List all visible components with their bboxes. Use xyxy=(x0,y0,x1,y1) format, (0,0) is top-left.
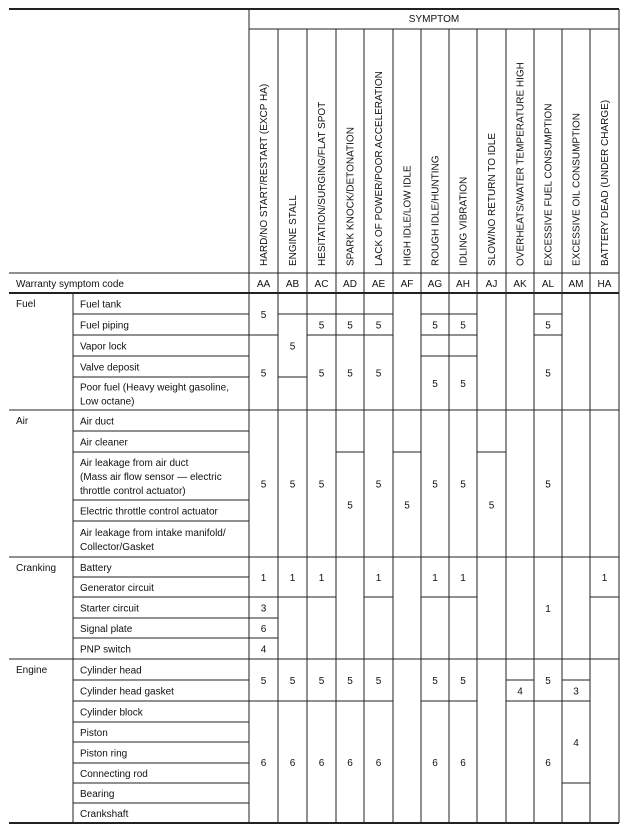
rating-value: 5 xyxy=(375,368,382,380)
rating-value: 4 xyxy=(260,644,267,656)
rating-value: 5 xyxy=(289,341,296,353)
item-label: (Mass air flow sensor — electric xyxy=(80,472,222,483)
group-label: Engine xyxy=(16,665,48,676)
symptom-code: HA xyxy=(597,279,612,290)
item-label: Signal plate xyxy=(80,624,133,635)
symptom-name: IDLING VIBRATION xyxy=(458,176,470,266)
symptom-name: OVERHEATS/WATER TEMPERATURE HIGH xyxy=(515,62,527,266)
item-label: Starter circuit xyxy=(80,603,139,615)
rating-value: 1 xyxy=(545,604,551,615)
symptom-name: BATTERY DEAD (UNDER CHARGE) xyxy=(600,99,611,266)
rating-value: 5 xyxy=(289,479,296,491)
rating-value: 5 xyxy=(260,310,267,321)
item-label: Piston ring xyxy=(80,748,128,760)
item-label: Air cleaner xyxy=(80,437,128,449)
item-label: Battery xyxy=(80,563,112,574)
symptom-code: AK xyxy=(513,279,527,290)
rating-value: 6 xyxy=(289,758,296,769)
rating-value: 1 xyxy=(289,573,296,584)
rating-value: 3 xyxy=(573,686,579,698)
rating-value: 5 xyxy=(289,676,296,687)
rating-value: 5 xyxy=(347,500,353,512)
item-label: Bearing xyxy=(80,789,115,800)
item-label: Piston xyxy=(80,728,108,739)
item-label: Poor fuel (Heavy weight gasoline, xyxy=(80,382,229,394)
symptom-code: AM xyxy=(568,279,584,290)
symptom-name: EXCESSIVE OIL CONSUMPTION xyxy=(571,113,583,266)
rating-value: 1 xyxy=(260,573,267,584)
rating-value: 6 xyxy=(460,758,466,769)
rating-value: 5 xyxy=(347,368,353,380)
rating-value: 5 xyxy=(460,320,466,332)
rating-value: 6 xyxy=(347,758,353,769)
item-label: Generator circuit xyxy=(80,583,154,594)
warranty-code-label: Warranty symptom code xyxy=(16,279,124,290)
table-text xyxy=(16,14,612,820)
rating-value: 5 xyxy=(318,479,325,491)
symptom-name: EXCESSIVE FUEL CONSUMPTION xyxy=(543,103,555,266)
rating-value: 6 xyxy=(545,758,551,769)
item-label: Fuel tank xyxy=(80,299,122,311)
symptom-name: LACK OF POWER/POOR ACCELERATION xyxy=(374,71,385,266)
symptom-header-title: SYMPTOM xyxy=(408,14,460,25)
rating-value: 5 xyxy=(432,379,438,390)
rating-value: 5 xyxy=(318,320,325,332)
symptom-code: AA xyxy=(256,279,271,290)
symptom-code: AB xyxy=(285,279,300,290)
symptom-code: AJ xyxy=(485,279,498,290)
symptom-code: AD xyxy=(343,279,357,290)
rating-value: 5 xyxy=(432,320,438,332)
symptom-code: AC xyxy=(314,279,329,290)
item-label: Low octane) xyxy=(80,396,135,408)
symptom-name: SPARK KNOCK/DETONATION xyxy=(345,127,357,266)
item-label: Cylinder block xyxy=(80,707,143,719)
rating-value: 1 xyxy=(460,573,466,584)
rating-value: 5 xyxy=(375,320,382,332)
rating-value: 5 xyxy=(347,676,353,687)
item-label: Valve deposit xyxy=(80,362,140,374)
item-label: Crankshaft xyxy=(80,809,129,820)
group-label: Air xyxy=(16,416,29,427)
rating-value: 5 xyxy=(347,320,353,332)
rating-value: 6 xyxy=(318,758,325,769)
rating-value: 1 xyxy=(432,573,438,584)
rating-value: 5 xyxy=(460,676,466,687)
rating-value: 5 xyxy=(545,676,551,687)
rating-value: 5 xyxy=(318,676,325,687)
rating-value: 6 xyxy=(260,624,267,635)
item-label: Collector/Gasket xyxy=(80,542,154,553)
symptom-name: ENGINE STALL xyxy=(288,195,299,266)
item-label: throttle control actuator) xyxy=(80,486,186,497)
item-label: Air leakage from air duct xyxy=(80,458,189,469)
rating-value: 5 xyxy=(545,479,551,491)
item-label: PNP switch xyxy=(80,644,131,656)
symptom-code: AE xyxy=(371,279,386,290)
rating-value: 5 xyxy=(260,368,267,380)
rating-value: 4 xyxy=(573,738,579,749)
rating-value: 4 xyxy=(517,686,523,698)
rating-value: 6 xyxy=(260,758,267,769)
rating-value: 5 xyxy=(432,479,438,491)
rating-value: 5 xyxy=(545,368,551,380)
symptom-name: ROUGH IDLE/HUNTING xyxy=(430,155,442,266)
item-label: Air leakage from intake manifold/ xyxy=(80,528,226,539)
symptom-code: AH xyxy=(456,279,470,290)
item-label: Vapor lock xyxy=(80,341,127,353)
symptom-code: AF xyxy=(400,279,414,290)
rating-value: 5 xyxy=(404,500,410,512)
symptom-name: SLOW/NO RETURN TO IDLE xyxy=(487,133,498,266)
symptom-name: HIGH IDLE/LOW IDLE xyxy=(402,165,414,266)
item-label: Fuel piping xyxy=(80,320,129,332)
symptom-code: AG xyxy=(427,279,443,290)
rating-value: 6 xyxy=(375,758,382,769)
rating-value: 5 xyxy=(375,676,382,687)
rating-value: 1 xyxy=(375,573,382,584)
item-label: Cylinder head xyxy=(80,665,142,677)
symptom-name: HARD/NO START/RESTART (EXCP HA) xyxy=(259,83,270,266)
symptom-name: HESITATION/SURGING/FLAT SPOT xyxy=(317,101,328,266)
item-label: Cylinder head gasket xyxy=(80,686,174,698)
rating-value: 3 xyxy=(260,603,267,615)
rating-value: 5 xyxy=(260,479,267,491)
item-label: Air duct xyxy=(80,416,114,428)
group-label: Fuel xyxy=(16,299,36,310)
rating-value: 1 xyxy=(601,573,608,584)
rating-value: 5 xyxy=(375,479,382,491)
rating-value: 5 xyxy=(318,368,325,380)
rating-value: 5 xyxy=(260,676,267,687)
group-label: Cranking xyxy=(16,563,57,574)
rating-value: 5 xyxy=(545,320,551,332)
rating-value: 5 xyxy=(460,479,466,491)
rating-value: 1 xyxy=(318,573,325,584)
item-label: Electric throttle control actuator xyxy=(80,506,218,518)
rating-value: 5 xyxy=(460,379,466,390)
rating-value: 6 xyxy=(432,758,438,769)
item-label: Connecting rod xyxy=(80,769,148,780)
rating-value: 5 xyxy=(432,676,438,687)
symptom-code: AL xyxy=(541,279,555,290)
rating-value: 5 xyxy=(488,500,495,512)
